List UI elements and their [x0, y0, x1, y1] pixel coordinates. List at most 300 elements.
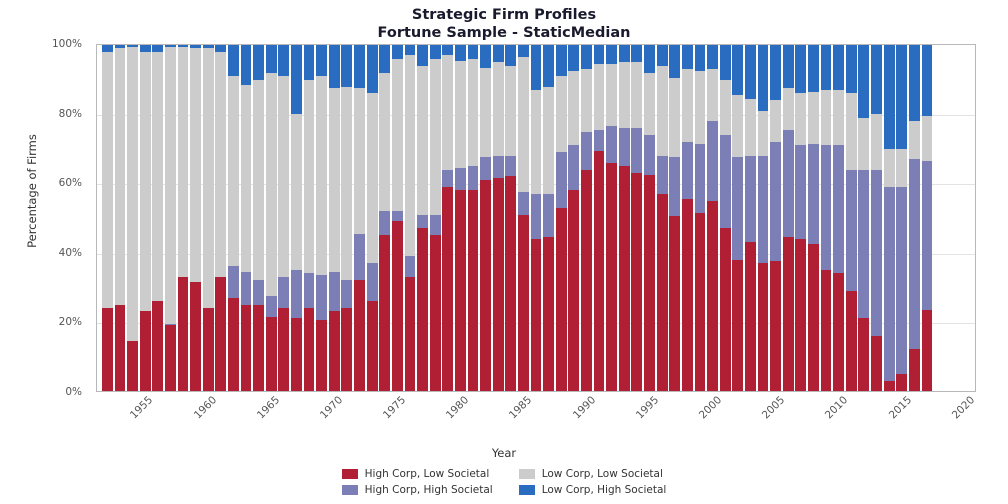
bar-segment [695, 45, 706, 71]
bar-segment [619, 45, 630, 62]
chart-legend [0, 468, 1008, 496]
bar-column[interactable] [405, 45, 416, 391]
bar-column[interactable] [165, 45, 176, 391]
bar-segment [102, 52, 113, 308]
bar-segment [316, 275, 327, 320]
bar-column[interactable] [959, 45, 970, 391]
legend-label: Low Corp, High Societal [541, 484, 667, 496]
bar-segment [367, 93, 378, 263]
bar-column[interactable] [304, 45, 315, 391]
bar-column[interactable] [115, 45, 126, 391]
bar-column[interactable] [896, 45, 907, 391]
bar-segment [606, 45, 617, 64]
bar-column[interactable] [581, 45, 592, 391]
bar-segment [379, 73, 390, 211]
bar-segment [417, 45, 428, 66]
bar-column[interactable] [178, 45, 189, 391]
x-axis-tick-label: 1995 [633, 394, 662, 422]
y-axis-tick-label: 40% [58, 246, 82, 259]
bar-segment [505, 156, 516, 177]
bar-segment [783, 237, 794, 391]
x-axis-tick-label: 2005 [760, 394, 788, 422]
bar-segment [568, 71, 579, 145]
x-axis-tick-label: 1975 [380, 394, 409, 422]
bar-segment [619, 62, 630, 128]
bar-segment [266, 317, 277, 391]
bar-segment [922, 310, 933, 391]
x-axis-tick-label: 2020 [949, 394, 977, 422]
x-axis-tick-label: 2015 [886, 394, 914, 422]
bar-segment [606, 126, 617, 162]
bar-segment [493, 45, 504, 62]
bar-column[interactable] [215, 45, 226, 391]
bar-segment [140, 52, 151, 312]
bar-segment [846, 291, 857, 391]
bar-column[interactable] [795, 45, 806, 391]
legend-item[interactable] [519, 468, 667, 480]
bar-column[interactable] [455, 45, 466, 391]
x-axis-tick-label: 1990 [570, 394, 598, 422]
bar-column[interactable] [518, 45, 529, 391]
bar-column[interactable] [568, 45, 579, 391]
bar-segment [442, 55, 453, 169]
bar-segment [316, 76, 327, 275]
bar-segment [581, 45, 592, 69]
bar-segment [115, 48, 126, 304]
bar-segment [682, 142, 693, 199]
legend-item[interactable] [342, 468, 493, 480]
bar-segment [165, 325, 176, 391]
x-axis-tick-label: 1965 [254, 394, 282, 422]
bar-segment [278, 308, 289, 391]
bar-segment [341, 87, 352, 281]
bar-column[interactable] [758, 45, 769, 391]
bar-column[interactable] [392, 45, 403, 391]
bar-column[interactable] [884, 45, 895, 391]
bar-segment [140, 45, 151, 52]
x-axis-tick-label: 1955 [128, 394, 156, 422]
bar-segment [783, 45, 794, 88]
bar-segment [341, 45, 352, 87]
bar-column[interactable] [367, 45, 378, 391]
bar-segment [518, 215, 529, 391]
bar-segment [707, 69, 718, 121]
bar-segment [922, 116, 933, 161]
bar-segment [808, 244, 819, 391]
y-axis-tick-label: 0% [65, 386, 82, 398]
bar-column[interactable] [127, 45, 138, 391]
x-axis-tick-label: 1980 [444, 394, 472, 422]
bar-segment [455, 45, 466, 61]
bar-segment [430, 235, 441, 391]
chart-subtitle: Fortune Sample - StaticMedian [377, 25, 631, 41]
bar-segment [480, 180, 491, 391]
bar-segment [732, 157, 743, 259]
y-axis-tick-label: 100% [51, 38, 82, 50]
bar-column[interactable] [644, 45, 655, 391]
bar-segment [720, 135, 731, 228]
bar-segment [430, 45, 441, 59]
bar-segment [568, 145, 579, 190]
x-axis-title: Year [491, 446, 517, 460]
bar-segment [228, 266, 239, 297]
bar-segment [695, 213, 706, 391]
bar-segment [291, 318, 302, 391]
bar-segment [556, 208, 567, 391]
bar-segment [858, 318, 869, 391]
bar-column[interactable] [821, 45, 832, 391]
bar-segment [682, 69, 693, 142]
bar-segment [732, 45, 743, 95]
bar-segment [556, 152, 567, 207]
bar-segment [846, 45, 857, 93]
legend-label: High Corp, Low Societal [364, 468, 490, 480]
bar-column[interactable] [606, 45, 617, 391]
bar-segment [493, 156, 504, 178]
bar-segment [354, 45, 365, 88]
bar-segment [329, 311, 340, 391]
bar-segment [657, 156, 668, 194]
bar-segment [392, 59, 403, 211]
bar-segment [304, 308, 315, 391]
bar-segment [707, 45, 718, 69]
bar-segment [102, 308, 113, 391]
bar-segment [266, 45, 277, 73]
bar-segment [480, 45, 491, 67]
bar-segment [379, 45, 390, 73]
bar-segment [896, 374, 907, 391]
bar-segment [468, 190, 479, 391]
bar-column[interactable] [871, 45, 882, 391]
bar-segment [291, 114, 302, 270]
bar-segment [203, 308, 214, 391]
bar-segment [896, 187, 907, 374]
bar-column[interactable] [341, 45, 352, 391]
bar-segment [909, 159, 920, 349]
bar-column[interactable] [152, 45, 163, 391]
bar-segment [480, 157, 491, 179]
plot-area [96, 44, 976, 392]
bar-segment [442, 187, 453, 391]
bar-segment [833, 90, 844, 145]
bar-column[interactable] [720, 45, 731, 391]
bar-segment [884, 45, 895, 149]
bar-segment [165, 47, 176, 324]
bar-segment [430, 215, 441, 236]
bar-segment [505, 45, 516, 66]
bar-segment [190, 48, 201, 282]
bar-segment [644, 45, 655, 73]
bar-column[interactable] [922, 45, 933, 391]
bar-segment [568, 45, 579, 71]
bar-segment [631, 173, 642, 391]
bar-column[interactable] [493, 45, 504, 391]
y-axis [0, 38, 90, 398]
bar-segment [392, 211, 403, 221]
bar-segment [556, 45, 567, 76]
bar-segment [127, 341, 138, 391]
bar-column[interactable] [707, 45, 718, 391]
bar-segment [215, 45, 226, 52]
bar-segment [732, 260, 743, 391]
bar-segment [619, 128, 630, 166]
bar-segment [228, 76, 239, 266]
bar-segment [178, 277, 189, 391]
bar-segment [531, 239, 542, 391]
bar-segment [468, 59, 479, 166]
bar-column[interactable] [657, 45, 668, 391]
bar-segment [657, 45, 668, 66]
bar-segment [367, 301, 378, 391]
bar-column[interactable] [808, 45, 819, 391]
bar-segment [278, 76, 289, 277]
bar-column[interactable] [253, 45, 264, 391]
bar-segment [115, 305, 126, 392]
bar-column[interactable] [203, 45, 214, 391]
bar-segment [594, 64, 605, 130]
bar-segment [922, 45, 933, 116]
bar-segment [846, 93, 857, 169]
bar-segment [341, 280, 352, 308]
bar-segment [178, 47, 189, 277]
x-axis-tick-label: 1985 [507, 394, 535, 422]
bar-segment [543, 45, 554, 87]
bar-segment [531, 90, 542, 194]
bar-segment [783, 88, 794, 130]
bar-segment [833, 45, 844, 90]
x-axis-tick-label: 2010 [823, 394, 851, 422]
bar-segment [291, 45, 302, 114]
y-axis-tick-label: 80% [58, 107, 82, 120]
bar-segment [379, 235, 390, 391]
bar-segment [505, 66, 516, 156]
bar-column[interactable] [241, 45, 252, 391]
x-axis-tick-label: 1970 [317, 394, 346, 422]
bar-column[interactable] [619, 45, 630, 391]
bar-segment [795, 145, 806, 238]
bar-segment [581, 170, 592, 391]
bar-column[interactable] [190, 45, 201, 391]
bar-segment [531, 194, 542, 239]
bar-segment [253, 305, 264, 392]
bar-segment [430, 59, 441, 215]
bar-segment [896, 45, 907, 149]
bar-segment [329, 45, 340, 88]
bar-segment [594, 45, 605, 64]
legend-grid [342, 468, 667, 496]
bar-column[interactable] [669, 45, 680, 391]
bar-segment [884, 381, 895, 391]
bar-segment [795, 93, 806, 145]
bar-segment [657, 66, 668, 156]
bar-column[interactable] [430, 45, 441, 391]
bar-column[interactable] [278, 45, 289, 391]
bar-segment [203, 48, 214, 308]
bar-segment [152, 52, 163, 301]
bar-column[interactable] [354, 45, 365, 391]
bar-column[interactable] [745, 45, 756, 391]
bar-column[interactable] [594, 45, 605, 391]
bar-segment [871, 114, 882, 169]
bar-segment [341, 308, 352, 391]
bar-segment [215, 277, 226, 391]
bar-column[interactable] [858, 45, 869, 391]
bar-segment [417, 66, 428, 215]
bar-column[interactable] [468, 45, 479, 391]
bar-segment [442, 170, 453, 187]
bar-segment [858, 118, 869, 170]
bar-segment [770, 261, 781, 391]
bar-column[interactable] [543, 45, 554, 391]
bar-segment [329, 272, 340, 312]
bar-segment [152, 301, 163, 391]
bar-segment [846, 170, 857, 291]
bar-segment [442, 45, 453, 55]
legend-item[interactable] [342, 484, 493, 496]
bar-segment [367, 45, 378, 93]
x-axis-tick-label: 1960 [191, 394, 219, 422]
bar-segment [909, 349, 920, 391]
bar-segment [253, 45, 264, 80]
bar-segment [405, 256, 416, 277]
bar-segment [241, 45, 252, 85]
bar-segment [808, 144, 819, 244]
bar-segment [669, 157, 680, 216]
bar-column[interactable] [329, 45, 340, 391]
bar-segment [909, 121, 920, 159]
bar-segment [140, 311, 151, 391]
bar-series-container [97, 45, 975, 391]
bar-column[interactable] [531, 45, 542, 391]
legend-swatch [342, 485, 358, 495]
bar-column[interactable] [732, 45, 743, 391]
bar-column[interactable] [682, 45, 693, 391]
bar-segment [707, 121, 718, 201]
bar-segment [291, 270, 302, 318]
bar-column[interactable] [140, 45, 151, 391]
bar-segment [493, 62, 504, 155]
bar-segment [253, 80, 264, 281]
bar-column[interactable] [695, 45, 706, 391]
bar-segment [568, 190, 579, 391]
bar-segment [657, 194, 668, 391]
bar-segment [720, 45, 731, 80]
bar-segment [682, 45, 693, 69]
bar-segment [631, 128, 642, 173]
bar-segment [644, 175, 655, 391]
bar-segment [304, 80, 315, 274]
bar-segment [745, 242, 756, 391]
bar-column[interactable] [770, 45, 781, 391]
bar-segment [720, 228, 731, 391]
bar-segment [518, 57, 529, 192]
bar-segment [695, 71, 706, 144]
bar-segment [821, 45, 832, 90]
bar-segment [871, 170, 882, 336]
bar-column[interactable] [316, 45, 327, 391]
bar-segment [821, 270, 832, 391]
bar-column[interactable] [934, 45, 945, 391]
bar-segment [884, 149, 895, 187]
bar-segment [190, 282, 201, 391]
bar-column[interactable] [947, 45, 958, 391]
bar-segment [606, 163, 617, 391]
legend-swatch [342, 469, 358, 479]
bar-segment [909, 45, 920, 121]
bar-segment [833, 273, 844, 391]
bar-column[interactable] [266, 45, 277, 391]
bar-column[interactable] [556, 45, 567, 391]
bar-segment [745, 156, 756, 243]
bar-column[interactable] [480, 45, 491, 391]
bar-column[interactable] [291, 45, 302, 391]
bar-column[interactable] [505, 45, 516, 391]
bar-segment [770, 142, 781, 261]
bar-segment [795, 239, 806, 391]
bar-column[interactable] [379, 45, 390, 391]
bar-segment [518, 192, 529, 214]
bar-segment [379, 211, 390, 235]
bar-segment [669, 78, 680, 158]
bar-segment [304, 273, 315, 308]
bar-segment [266, 73, 277, 296]
bar-segment [518, 45, 529, 57]
bar-segment [417, 228, 428, 391]
legend-label: Low Corp, Low Societal [541, 468, 663, 480]
bar-segment [316, 320, 327, 391]
bar-segment [354, 88, 365, 233]
bar-segment [795, 45, 806, 93]
bar-segment [543, 194, 554, 237]
bar-column[interactable] [631, 45, 642, 391]
bar-segment [493, 178, 504, 391]
bar-column[interactable] [228, 45, 239, 391]
bar-segment [455, 168, 466, 190]
bar-segment [631, 62, 642, 128]
legend-item[interactable] [519, 484, 667, 496]
bar-segment [392, 221, 403, 391]
bar-segment [732, 95, 743, 157]
chart-title-line1: Strategic Firm Profiles [411, 7, 597, 23]
bar-column[interactable] [417, 45, 428, 391]
bar-segment [783, 130, 794, 237]
bar-column[interactable] [846, 45, 857, 391]
bar-segment [896, 149, 907, 187]
bar-segment [215, 52, 226, 277]
bar-segment [241, 85, 252, 272]
bar-segment [543, 87, 554, 194]
bar-segment [758, 156, 769, 263]
bar-segment [884, 187, 895, 381]
bar-column[interactable] [833, 45, 844, 391]
bar-segment [682, 199, 693, 391]
bar-segment [480, 68, 491, 158]
bar-segment [455, 61, 466, 168]
bar-column[interactable] [909, 45, 920, 391]
bar-segment [707, 201, 718, 391]
bar-segment [720, 80, 731, 135]
bar-segment [770, 45, 781, 100]
bar-segment [228, 298, 239, 391]
bar-segment [556, 76, 567, 152]
bar-segment [644, 135, 655, 175]
bar-column[interactable] [102, 45, 113, 391]
bar-segment [228, 45, 239, 76]
bar-column[interactable] [442, 45, 453, 391]
bar-segment [821, 145, 832, 270]
bar-column[interactable] [783, 45, 794, 391]
bar-segment [531, 45, 542, 90]
